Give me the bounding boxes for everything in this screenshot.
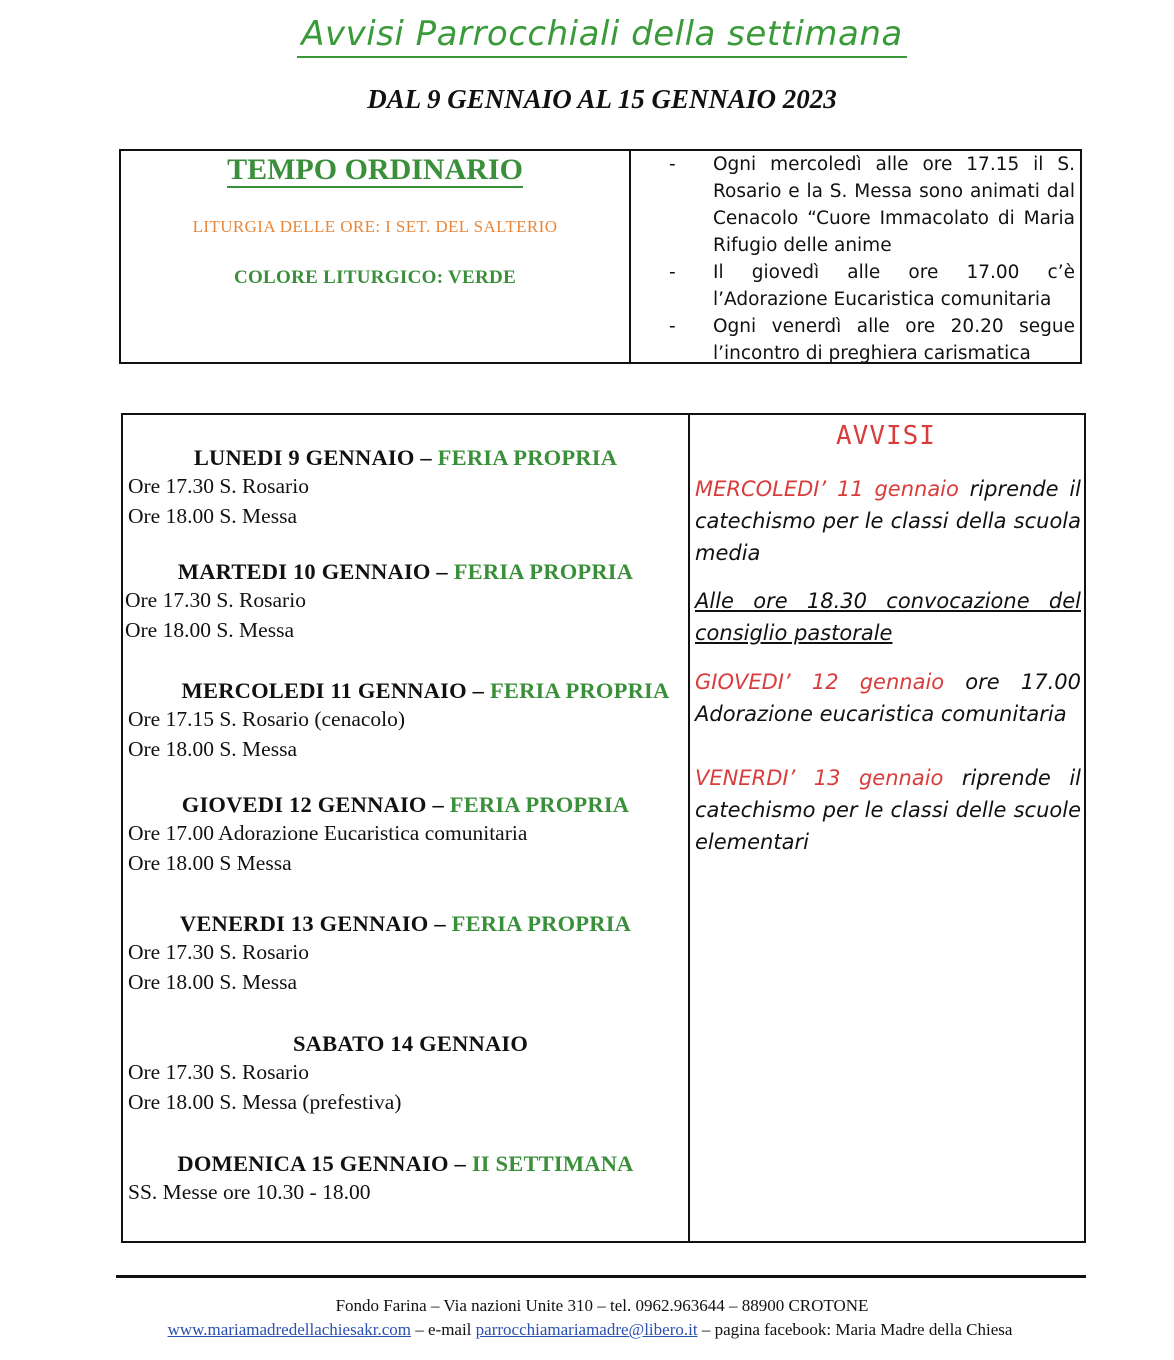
avviso-item: VENERDI’ 13 gennaio riprende il catechismo per le classi delle scuole elementari [695, 766, 1081, 854]
schedule-line: Ore 17.30 S. Rosario [125, 588, 306, 612]
avviso-item: GIOVEDI’ 12 gennaio ore 17.00 Adorazione eucaristica comunitaria [695, 670, 1081, 726]
day-heading: SABATO 14 GENNAIO [292, 1031, 529, 1056]
website-link[interactable]: www.mariamadredellachiesakr.com [167, 1320, 411, 1339]
schedule-box [121, 413, 1086, 1243]
avvisi-title: AVVISI [836, 421, 936, 451]
page-subtitle: DAL 9 GENNAIO AL 15 GENNAIO 2023 [367, 84, 837, 114]
weekly-notes [669, 151, 1075, 367]
schedule-line: SS. Messe ore 10.30 - 18.00 [128, 1180, 371, 1204]
avviso-item: Alle ore 18.30 convocazione del consiglio pastorale [695, 589, 1081, 645]
schedule-line: Ore 17.15 S. Rosario (cenacolo) [128, 707, 406, 731]
schedule-line: Ore 17.30 S. Rosario [128, 940, 309, 964]
day-block [123, 445, 688, 531]
day-block [123, 911, 688, 997]
day-heading: LUNEDI 9 GENNAIO – FERIA PROPRIA [193, 445, 618, 470]
schedule-line: Ore 17.00 Adorazione Eucaristica comunitaria [128, 821, 528, 845]
day-block [123, 1151, 688, 1207]
note-item: - Ogni mercoledì alle ore 17.15 il S. Rosario e la S. Messa sono animati dal Cenacolo “Cuore Immacolato di Maria Rifugio delle anime [669, 154, 1075, 256]
schedule-line: Ore 18.00 S. Messa [125, 618, 294, 642]
liturgical-info-box: TEMPO ORDINARIO LITURGIA DELLE ORE: I SET. DEL SALTERIO COLORE LITURGICO: VERDE - Ogni mercoledì alle ore 17.15 il S. Rosario e la S. Messa sono animati dal Cenacolo “Cuore Immacolato di Maria Rifugio delle anime - Il giovedì alle ore 17.00 c’è l’Adorazione Eucaristica comunitaria - Ogni venerdì alle ore 20.20 segue l’incontro di preghiera carismatica [119, 149, 1082, 364]
schedule-line: Ore 17.30 S. Rosario [128, 474, 309, 498]
schedule-line: Ore 18.00 S Messa [128, 851, 292, 875]
day-heading: VENERDI 13 GENNAIO – FERIA PROPRIA [179, 911, 632, 936]
page-title: Avvisi Parrocchiali della settimana [0, 14, 1174, 54]
day-heading: MARTEDI 10 GENNAIO – FERIA PROPRIA [177, 559, 634, 584]
schedule-line: Ore 18.00 S. Messa (prefestiva) [128, 1090, 402, 1114]
note-item: - Il giovedì alle ore 17.00 c’è l’Adorazione Eucaristica comunitaria [669, 262, 1075, 310]
note-item: - Ogni venerdì alle ore 20.20 segue l’incontro di preghiera carismatica [669, 316, 1075, 364]
schedule-line: Ore 18.00 S. Messa [128, 737, 297, 761]
box-divider [629, 151, 631, 362]
colore-label: COLORE LITURGICO: VERDE [233, 267, 517, 288]
footer-divider [116, 1275, 1086, 1278]
schedule-line: Ore 17.30 S. Rosario [128, 1060, 309, 1084]
schedule-line: Ore 18.00 S. Messa [128, 970, 297, 994]
email-link[interactable]: parrocchiamariamadre@libero.it [475, 1320, 698, 1339]
liturgia-label: LITURGIA DELLE ORE: I SET. DEL SALTERIO [192, 217, 558, 236]
schedule-line: Ore 18.00 S. Messa [128, 504, 297, 528]
day-block [123, 792, 688, 878]
day-heading: MERCOLEDI 11 GENNAIO – FERIA PROPRIA [181, 678, 670, 703]
footer-address: Fondo Farina – Via nazioni Unite 310 – tel. 0962.963644 – 88900 CROTONE [335, 1296, 869, 1315]
day-block [123, 559, 688, 645]
avviso-item: MERCOLEDI’ 11 gennaio riprende il catechismo per le classi della scuola media [695, 477, 1082, 565]
day-block [123, 678, 688, 764]
day-heading: GIOVEDI 12 GENNAIO – FERIA PROPRIA [181, 792, 630, 817]
day-heading: DOMENICA 15 GENNAIO – II SETTIMANA [177, 1151, 634, 1176]
box-divider [688, 415, 690, 1241]
footer-contacts: www.mariamadredellachiesakr.com – e-mail parrocchiamariamadre@libero.it – pagina facebook: Maria Madre della Chiesa [167, 1320, 1013, 1339]
day-block [123, 1031, 688, 1117]
